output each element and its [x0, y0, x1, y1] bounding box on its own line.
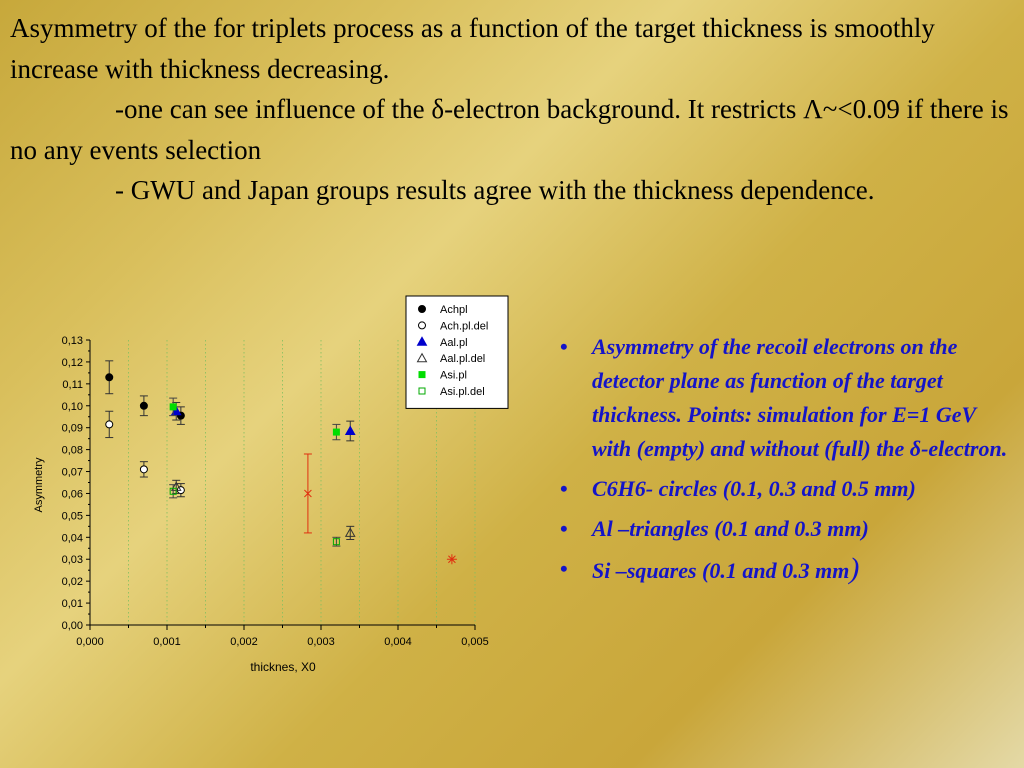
x-tick-label: 0,001	[153, 636, 181, 648]
x-tick-label: 0,000	[76, 636, 104, 648]
bullet-text: Al –triangles (0.1 and 0.3 mm)	[592, 516, 869, 541]
y-tick-label: 0,00	[61, 620, 83, 632]
x-tick-label: 0,005	[461, 636, 489, 648]
x-axis-label: thicknes, X0	[250, 660, 316, 674]
y-tick-label: 0,10	[61, 400, 83, 413]
bullet-closing-paren: )	[849, 552, 860, 585]
intro-line-2: -one can see influence of the δ-electron background. It restricts Λ~<0.09 if there is no any events selection	[10, 94, 1009, 165]
bullet-item	[560, 512, 1015, 546]
y-axis-label: Asymmetry	[33, 457, 45, 513]
bullet-dot: •	[560, 516, 568, 541]
data-point	[170, 403, 177, 410]
y-tick-label: 0,03	[61, 554, 83, 567]
legend-entry: Aal.pl.del	[440, 353, 486, 366]
data-point	[106, 374, 113, 381]
legend-marker	[419, 371, 426, 378]
bullet-text: Asymmetry of the recoil electrons on the detector plane as function of the target thickness. Points: simulation for E=1 GeV with (empty) and without (full) the δ-electron.	[592, 334, 1008, 461]
intro-line-1: Asymmetry of the for triplets process as a function of the target thickness is smoothly increase with thickness decreasing.	[10, 13, 935, 84]
x-tick-label: 0,002	[230, 636, 258, 648]
bullet-item	[560, 472, 1015, 506]
bullet-list	[560, 330, 1015, 594]
bullet-text: Si –squares (0.1 and 0.3 mm	[592, 558, 850, 583]
legend-entry: Asi.pl.del	[440, 386, 485, 398]
x-tick-label: 0,004	[384, 636, 412, 648]
y-tick-label: 0,05	[61, 510, 83, 523]
data-point	[140, 402, 147, 409]
y-tick-label: 0,07	[61, 466, 83, 479]
bullet-text: C6H6- circles (0.1, 0.3 and 0.5 mm)	[592, 476, 916, 501]
data-point	[447, 554, 457, 564]
data-point	[346, 426, 355, 434]
bullet-dot: •	[560, 556, 568, 581]
legend-entry: Aal.pl	[440, 336, 468, 349]
legend-entry: Asi.pl	[440, 369, 467, 382]
legend	[406, 296, 508, 408]
legend-marker	[419, 322, 426, 329]
legend-entry: Achpl	[440, 304, 468, 316]
y-tick-label: 0,01	[61, 598, 83, 611]
x-tick-label: 0,003	[307, 636, 335, 648]
legend-entry: Ach.pl.del	[440, 320, 489, 333]
intro-line-3: - GWU and Japan groups results agree with the thickness dependence.	[115, 175, 875, 205]
y-tick-label: 0,12	[61, 356, 83, 369]
y-tick-label: 0,13	[61, 335, 83, 347]
y-tick-label: 0,04	[61, 532, 83, 545]
bullet-item	[560, 552, 1015, 588]
data-point	[140, 466, 147, 473]
data-point	[106, 421, 113, 428]
y-tick-label: 0,09	[61, 422, 83, 435]
bullet-item	[560, 330, 1015, 466]
y-tick-label: 0,08	[61, 444, 83, 457]
y-tick-label: 0,02	[61, 576, 83, 589]
legend-marker	[419, 306, 426, 313]
y-tick-label: 0,06	[61, 488, 83, 501]
y-tick-label: 0,11	[62, 378, 83, 391]
bullet-dot: •	[560, 476, 568, 501]
bullet-dot: •	[560, 334, 568, 359]
data-point	[333, 429, 340, 436]
